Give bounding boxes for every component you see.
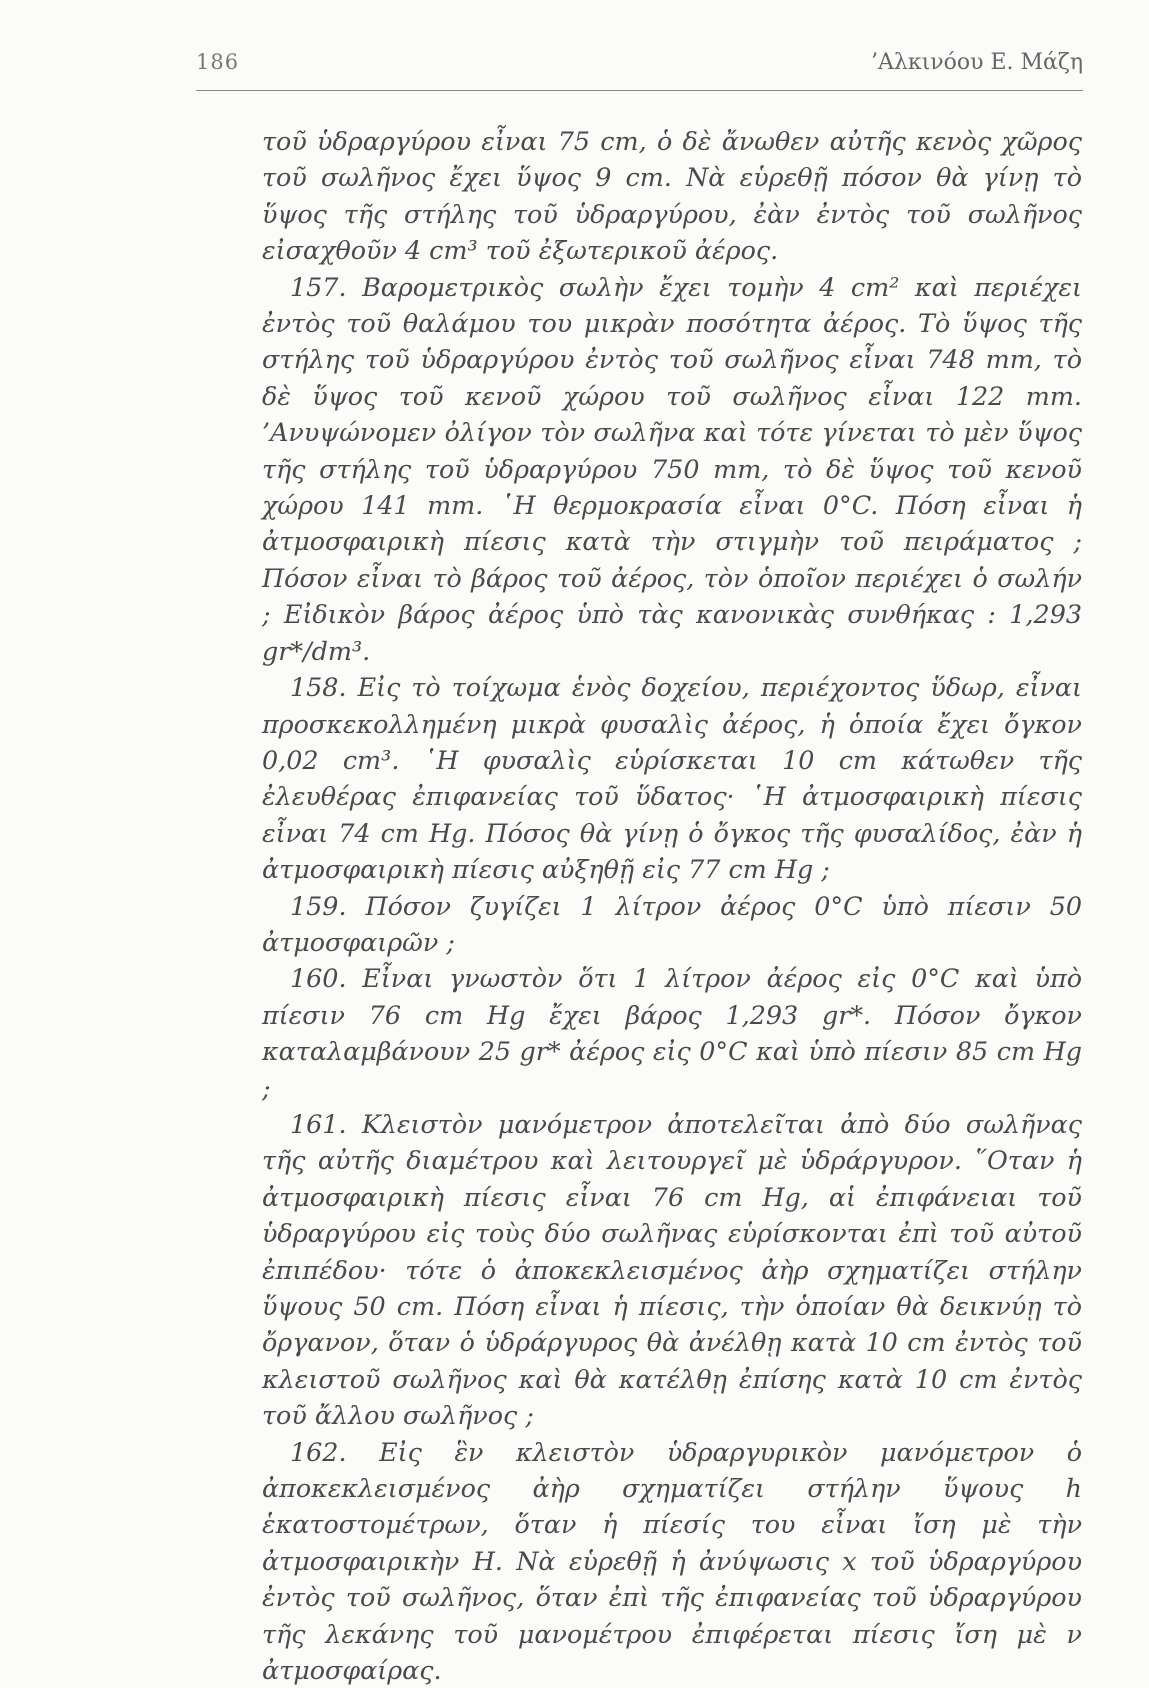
page-body [262,123,1082,1688]
problem-text: Πόσον ζυγίζει 1 λίτρον ἀέρος 0°C ὑπὸ πίεσιν 50 ἀτμοσφαιρῶν ; [262,890,1082,957]
problem-number: 158. [290,672,347,703]
page-header [196,46,1083,91]
problem-162 [262,1434,1082,1688]
problem-158 [262,669,1082,887]
problem-text: Εἰς τὸ τοίχωμα ἑνὸς δοχείου, περιέχοντος ὕδωρ, εἶναι προσκεκολλημένη μικρὰ φυσαλὶς ἀέρος, ἡ ὁποία ἔχει ὄγκον 0,02 cm³. ῾Η φυσαλὶς εὑρίσκεται 10 cm κάτωθεν τῆς ἐλευθέρας ἐπιφανείας τοῦ ὕδατος· ῾Η ἀτμοσφαιρικὴ πίεσις εἶναι 74 cm Hg. Πόσος θὰ γίνῃ ὁ ὄγκος τῆς φυσαλίδος, ἐὰν ἡ ἀτμοσφαιρικὴ πίεσις αὐξηθῇ εἰς 77 cm Hg ; [262,672,1082,885]
problem-159 [262,888,1082,961]
problem-text: Βαρομετρικὸς σωλὴν ἔχει τομὴν 4 cm² καὶ περιέχει ἐντὸς τοῦ θαλάμου του μικρὰν ποσότητα ἀέρος. Τὸ ὕψος τῆς στήλης τοῦ ὑδραργύρου ἐντὸς τοῦ σωλῆνος εἶναι 748 mm, τὸ δὲ ὕψος τοῦ κενοῦ χώρου τοῦ σωλῆνος εἶναι 122 mm. ’Ανυψώνομεν ὀλίγον τὸν σωλῆνα καὶ τότε γίνεται τὸ μὲν ὕψος τῆς στήλης τοῦ ὑδραργύρου 750 mm, τὸ δὲ ὕψος τοῦ κενοῦ χώρου 141 mm. ῾Η θερμοκρασία εἶναι 0°C. Πόση εἶναι ἡ ἀτμοσφαιρικὴ πίεσις κατὰ τὴν στιγμὴν τοῦ πειράματος ; Πόσον εἶναι τὸ βάρος τοῦ ἀέρος, τὸν ὁποῖον περιέχει ὁ σωλήν ; Εἰδικὸν βάρος ἀέρος ὑπὸ τὰς κανονικὰς συνθήκας : 1,293 gr*/dm³. [262,271,1082,666]
problem-text: Εἶναι γνωστὸν ὅτι 1 λίτρον ἀέρος εἰς 0°C καὶ ὑπὸ πίεσιν 76 cm Hg ἔχει βάρος 1,293 gr*. Πόσον ὄγκον καταλαμβάνουν 25 gr* ἀέρος εἰς 0°C καὶ ὑπὸ πίεσιν 85 cm Hg ; [262,963,1082,1103]
running-head-author: ’Αλκινόου Ε. Μάζη [871,50,1083,75]
problem-text: Κλειστὸν μανόμετρον ἀποτελεῖται ἀπὸ δύο σωλῆνας τῆς αὐτῆς διαμέτρου καὶ λειτουργεῖ μὲ ὑδράργυρον. ῞Οταν ἡ ἀτμοσφαιρικὴ πίεσις εἶναι 76 cm Hg, αἱ ἐπιφάνειαι τοῦ ὑδραργύρου εἰς τοὺς δύο σωλῆνας εὑρίσκονται ἐπὶ τοῦ αὐτοῦ ἐπιπέδου· τότε ὁ ἀποκεκλεισμένος ἀὴρ σχηματίζει στήλην ὕψους 50 cm. Πόση εἶναι ἡ πίεσις, τὴν ὁποίαν θὰ δεικνύῃ τὸ ὄργανον, ὅταν ὁ ὑδράργυρος θὰ ἀνέλθῃ κατὰ 10 cm ἐντὸς τοῦ κλειστοῦ σωλῆνος καὶ θὰ κατέλθῃ ἐπίσης κατὰ 10 cm ἐντὸς τοῦ ἄλλου σωλῆνος ; [262,1108,1083,1431]
problem-number: 157. [290,271,347,302]
problem-number: 162. [290,1436,347,1467]
problem-text: Εἰς ἓν κλειστὸν ὑδραργυρικὸν μανόμετρον ὁ ἀποκεκλεισμένος ἀὴρ σχηματίζει στήλην ὕψους h ἑκατοστομέτρων, ὅταν ἡ πίεσίς του εἶναι ἴση μὲ τὴν ἀτμοσφαιρικὴν Η. Νὰ εὑρεθῇ ἡ ἀνύψωσις x τοῦ ὑδραργύρου ἐντὸς τοῦ σωλῆνος, ὅταν ἐπὶ τῆς ἐπιφανείας τοῦ ὑδραργύρου τῆς λεκάνης τοῦ μανομέτρου ἐπιφέρεται πίεσις ἴση μὲ ν ἀτμοσφαίρας. [262,1436,1082,1686]
problem-160 [262,960,1082,1106]
problem-157 [262,269,1082,669]
problem-number: 159. [290,890,347,921]
problem-number: 161. [290,1108,347,1139]
continuation-paragraph: τοῦ ὑδραργύρου εἶναι 75 cm, ὁ δὲ ἄνωθεν αὐτῆς κενὸς χῶρος τοῦ σωλῆνος ἔχει ὕψος 9 cm. Νὰ εὑρεθῇ πόσον θὰ γίνῃ τὸ ὕψος τῆς στήλης τοῦ ὑδραργύρου, ἐὰν ἐντὸς τοῦ σωλῆνος εἰσαχθοῦν 4 cm³ τοῦ ἐξωτερικοῦ ἀέρος. [262,126,1082,266]
problem-number: 160. [290,963,347,994]
page-number: 186 [196,50,240,74]
problem-161 [262,1106,1082,1434]
